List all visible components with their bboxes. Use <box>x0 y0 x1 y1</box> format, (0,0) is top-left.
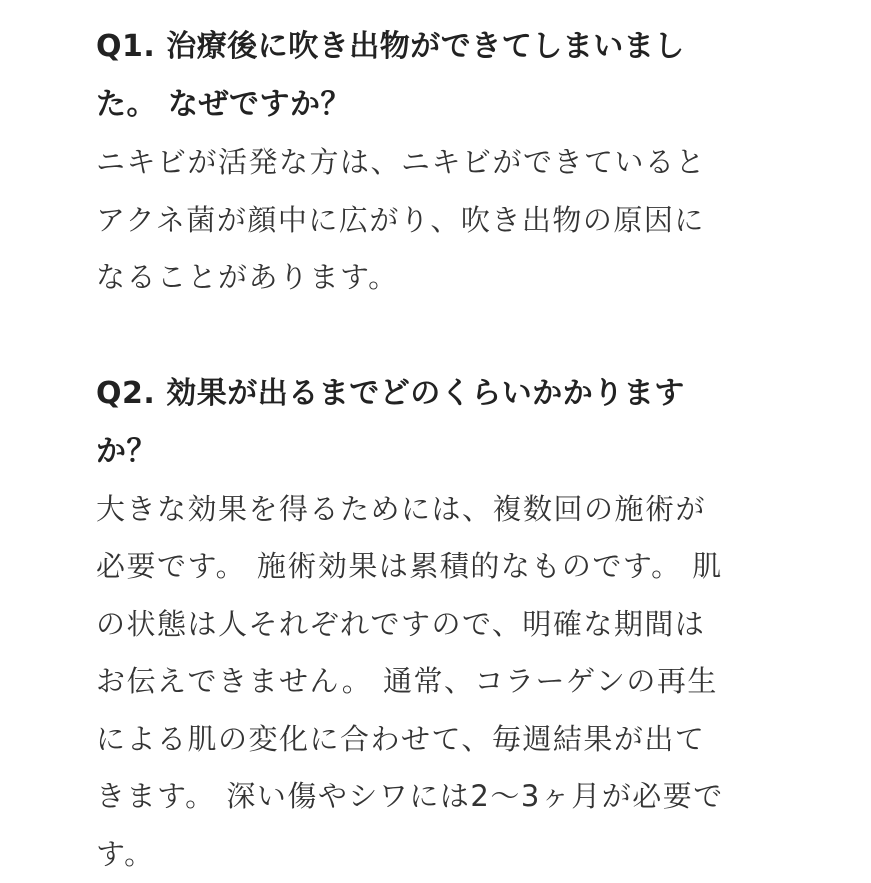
answer-line: きます。 深い傷やシワには2〜3ヶ月が必要で <box>96 768 796 826</box>
faq-answer <box>96 481 796 883</box>
answer-line: アクネ菌が顔中に広がり、吹き出物の原因に <box>96 192 796 250</box>
question-line: Q1. 治療後に吹き出物ができてしまいまし <box>96 18 796 76</box>
answer-line: の状態は人それぞれですので、明確な期間は <box>96 596 796 654</box>
question-line: Q2. 効果が出るまでどのくらいかかります <box>96 365 796 423</box>
answer-line: 大きな効果を得るためには、複数回の施術が <box>96 481 796 539</box>
faq-content <box>96 18 796 883</box>
answer-line: なることがあります。 <box>96 249 796 307</box>
question-line: か？ <box>96 423 796 481</box>
faq-answer <box>96 134 796 307</box>
answer-line: す。 <box>96 826 796 883</box>
faq-item-q2 <box>96 365 796 883</box>
answer-line: による肌の変化に合わせて、毎週結果が出て <box>96 711 796 769</box>
answer-line: ニキビが活発な方は、ニキビができていると <box>96 134 796 192</box>
faq-question <box>96 365 796 481</box>
faq-item-q1 <box>96 18 796 307</box>
answer-line: お伝えできません。 通常、コラーゲンの再生 <box>96 653 796 711</box>
question-line: た。 なぜですか？ <box>96 76 796 134</box>
faq-question <box>96 18 796 134</box>
answer-line: 必要です。 施術効果は累積的なものです。 肌 <box>96 538 796 596</box>
